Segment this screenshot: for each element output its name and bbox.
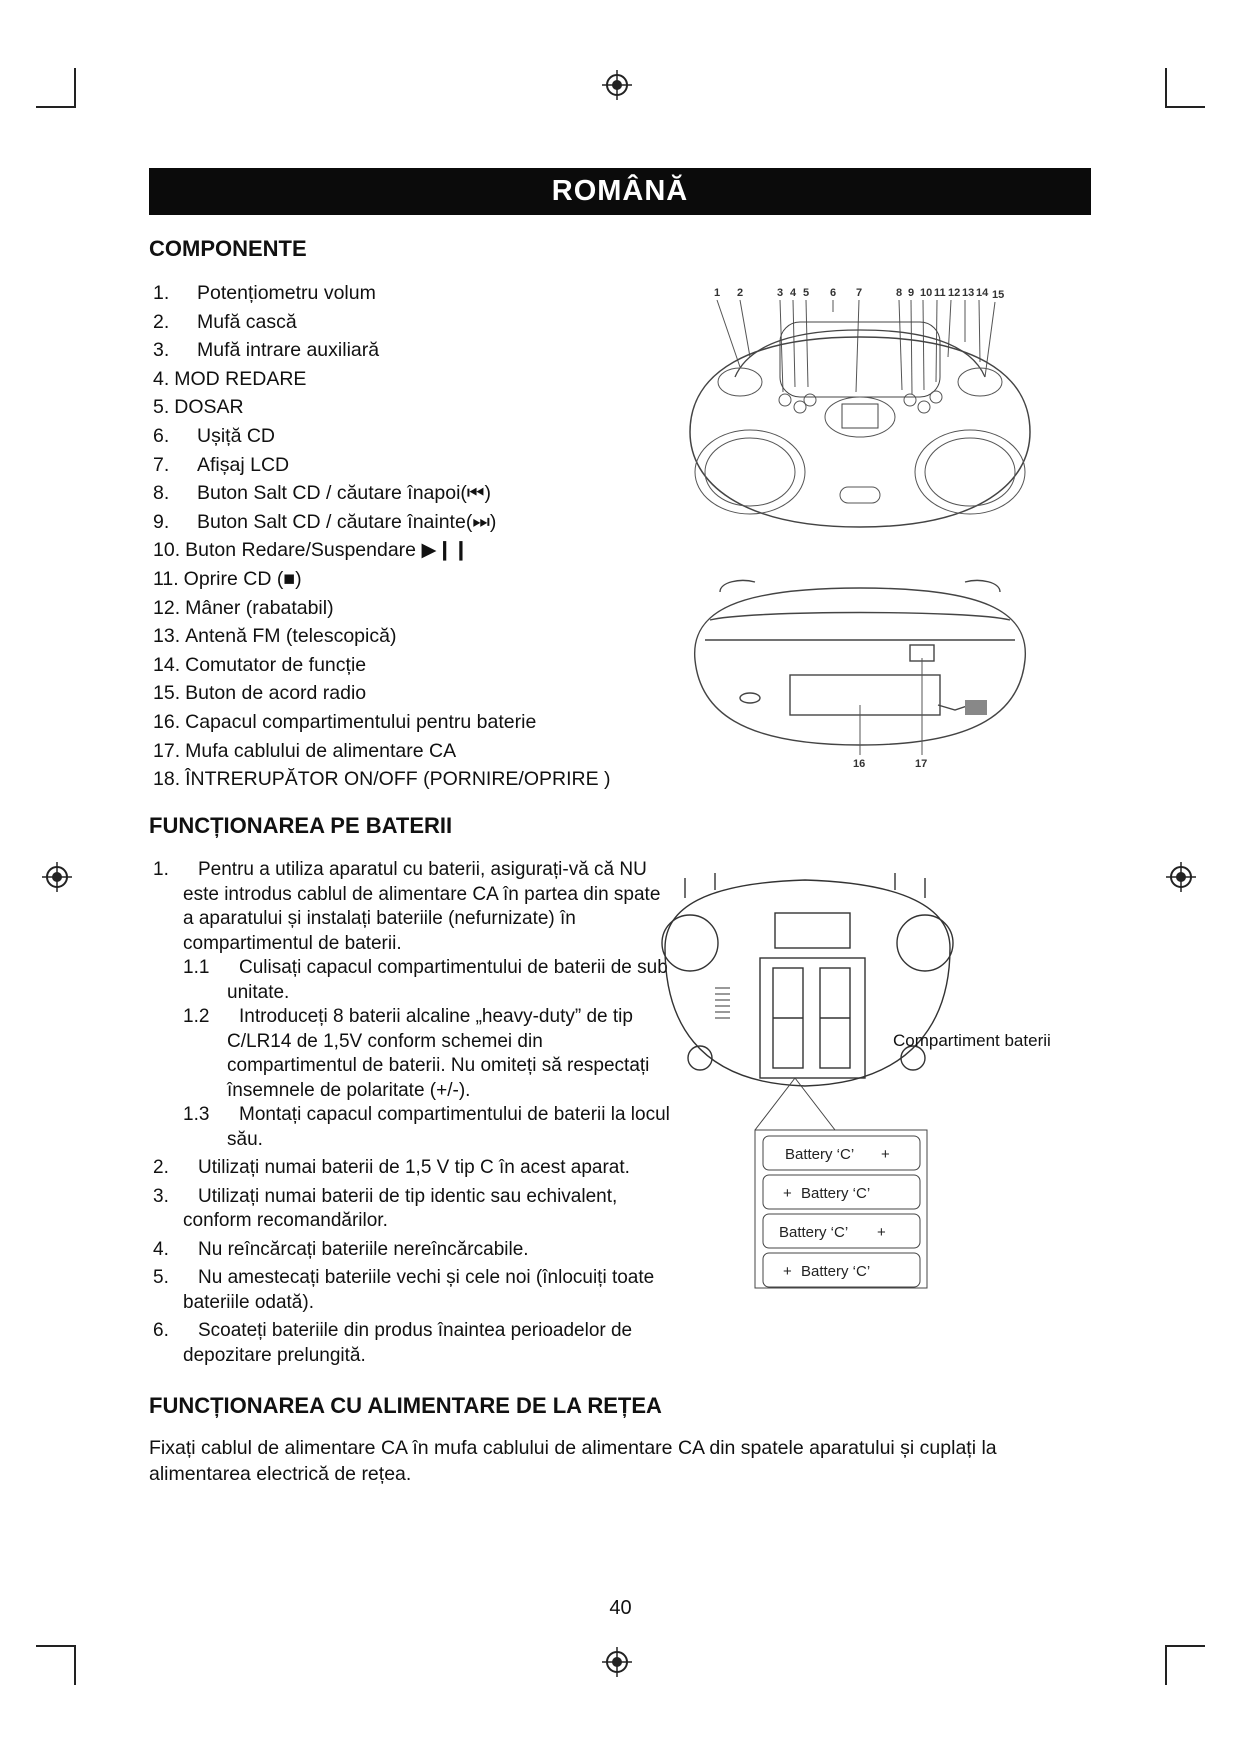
list-item: 8. Buton Salt CD / căutare înapoi(⏮): [153, 482, 491, 505]
battery-heading: FUNCȚIONAREA PE BATERII: [149, 813, 453, 838]
components-heading: COMPONENTE: [149, 236, 307, 261]
list-item: 1.3 Montați capacul compartimentului de baterii la locul său.: [183, 1104, 670, 1150]
list-item: 2. Utilizați numai baterii de 1,5 V tip C în acest aparat.: [153, 1157, 630, 1178]
callout-number-10: 10: [920, 287, 933, 299]
crop-mark-top-right-v: [1165, 68, 1167, 108]
list-item: 17. Mufa cablului de alimentare CA: [153, 739, 457, 762]
crop-mark-bottom-left-v: [74, 1645, 76, 1685]
list-item: 5. Nu amestecați bateriile vechi și cele noi (înlocuiți toate bateriile odată).: [153, 1267, 655, 1313]
battery-slot-label: Battery ‘C’: [801, 1185, 871, 1202]
list-item: 9. Buton Salt CD / căutare înainte(⏭): [153, 510, 497, 533]
callout-number-4: 4: [790, 287, 797, 299]
list-item: 16. Capacul compartimentului pentru baterie: [153, 710, 537, 733]
registration-mark-icon: [42, 862, 72, 892]
callout-number-5: 5: [803, 287, 810, 299]
boombox-front-figure: [680, 282, 1040, 562]
callout-number-14: 14: [976, 287, 989, 299]
list-item: 5. DOSAR: [153, 396, 244, 419]
registration-mark-icon: [1166, 862, 1196, 892]
battery-compartment-figure: [655, 868, 960, 1298]
callout-number-9: 9: [908, 287, 915, 299]
components-list: [153, 279, 611, 794]
list-item: 3. Mufă intrare auxiliară: [153, 339, 380, 362]
crop-mark-top-right-h: [1165, 106, 1205, 108]
list-item: 6. Scoateți bateriile din produs înaintea perioadelor de depozitare prelungită.: [153, 1320, 633, 1366]
crop-mark-bottom-right-v: [1165, 1645, 1167, 1685]
list-item: 14. Comutator de funcție: [153, 653, 367, 676]
boombox-back-figure: [680, 570, 1040, 775]
list-item: 4. MOD REDARE: [153, 367, 307, 390]
callout-number-2: 2: [737, 287, 744, 299]
crop-mark-bottom-right-h: [1165, 1645, 1205, 1647]
list-item: 15. Buton de acord radio: [153, 682, 367, 705]
battery-list: [153, 858, 673, 1372]
list-item: 7. Afișaj LCD: [153, 453, 290, 476]
crop-mark-bottom-left-h: [36, 1645, 76, 1647]
mains-heading: FUNCȚIONAREA CU ALIMENTARE DE LA REȚEA: [149, 1393, 662, 1418]
list-item: 10. Buton Redare/Suspendare ▶❙❙: [153, 539, 470, 562]
list-item: 1. Potențiometru volum: [153, 282, 376, 304]
callout-number-17: 17: [915, 758, 928, 770]
list-item: 11. Oprire CD (■): [153, 567, 302, 590]
mains-paragraph: Fixați cablul de alimentare CA în mufa cablului de alimentare CA din spatele aparatului și cuplați la alimentarea electrică de rețea.: [149, 1437, 997, 1485]
callout-number-7: 7: [856, 287, 863, 299]
callout-number-12: 12: [948, 287, 961, 299]
svg-text:+: +: [881, 1146, 890, 1163]
battery-slot-label: Battery ‘C’: [785, 1146, 855, 1163]
callout-number-8: 8: [896, 287, 903, 299]
callout-number-6: 6: [830, 287, 837, 299]
list-item: 13. Antenă FM (telescopică): [153, 625, 397, 648]
svg-text:+: +: [783, 1185, 792, 1202]
callout-number-15: 15: [992, 289, 1005, 301]
list-item: 1. Pentru a utiliza aparatul cu baterii, asigurați-vă că NU este introdus cablul de alimentare CA în partea din spate a aparatului și instalați bateriile (nefurnizate) în compartimentul de baterii. 1.1 Culisați capacul compartimentului de baterii de sub unitate. 1.2 Introduceți 8 baterii alcaline „heavy-duty” de tip C/LR14 de 1,5V conform schemei din compartimentul de baterii. Nu omiteți să respectați însemnele de polaritate (+/-). 1.3 Montați capacul compartimentului de baterii la locul său.: [153, 858, 673, 1152]
figure-top-numbers: [714, 287, 1004, 301]
registration-mark-icon: [602, 70, 632, 100]
callout-number-11: 11: [934, 287, 946, 299]
list-item: 12. Mâner (rabatabil): [153, 596, 334, 619]
list-item: 1.1 Culisați capacul compartimentului de baterii de sub unitate.: [183, 957, 668, 1003]
list-item: 4. Nu reîncărcați bateriile nereîncărcabile.: [153, 1238, 529, 1260]
language-banner: ROMÂNĂ: [149, 168, 1091, 215]
callout-number-3: 3: [777, 287, 784, 299]
callout-number-13: 13: [962, 287, 975, 299]
registration-mark-icon: [602, 1647, 632, 1677]
battery-compartment-caption: Compartiment baterii: [893, 1031, 1051, 1050]
list-item: 2. Mufă cască: [153, 310, 297, 333]
callout-number-1: 1: [714, 287, 721, 299]
list-item: 1.2 Introduceți 8 baterii alcaline „heavy-duty” de tip C/LR14 de 1,5V conform schemei din compartimentul de baterii. Nu omiteți să respectați însemnele de polaritate (+/-).: [183, 1006, 650, 1101]
battery-sublist: [183, 956, 673, 1152]
battery-slot-label: Battery ‘C’: [779, 1224, 849, 1241]
list-item: 3. Utilizați numai baterii de tip identic sau echivalent, conform recomandărilor.: [153, 1185, 618, 1231]
battery-slot-label: Battery ‘C’: [801, 1263, 871, 1280]
svg-text:+: +: [877, 1224, 886, 1241]
callout-number-16: 16: [853, 758, 866, 770]
list-item: 6. Ușiță CD: [153, 424, 276, 447]
crop-mark-top-left-h: [36, 106, 76, 108]
crop-mark-top-left-v: [74, 68, 76, 108]
page-number: 40: [609, 1597, 632, 1619]
svg-text:+: +: [783, 1263, 792, 1280]
list-item: 18. ÎNTRERUPĂTOR ON/OFF (PORNIRE/OPRIRE ): [153, 768, 611, 791]
